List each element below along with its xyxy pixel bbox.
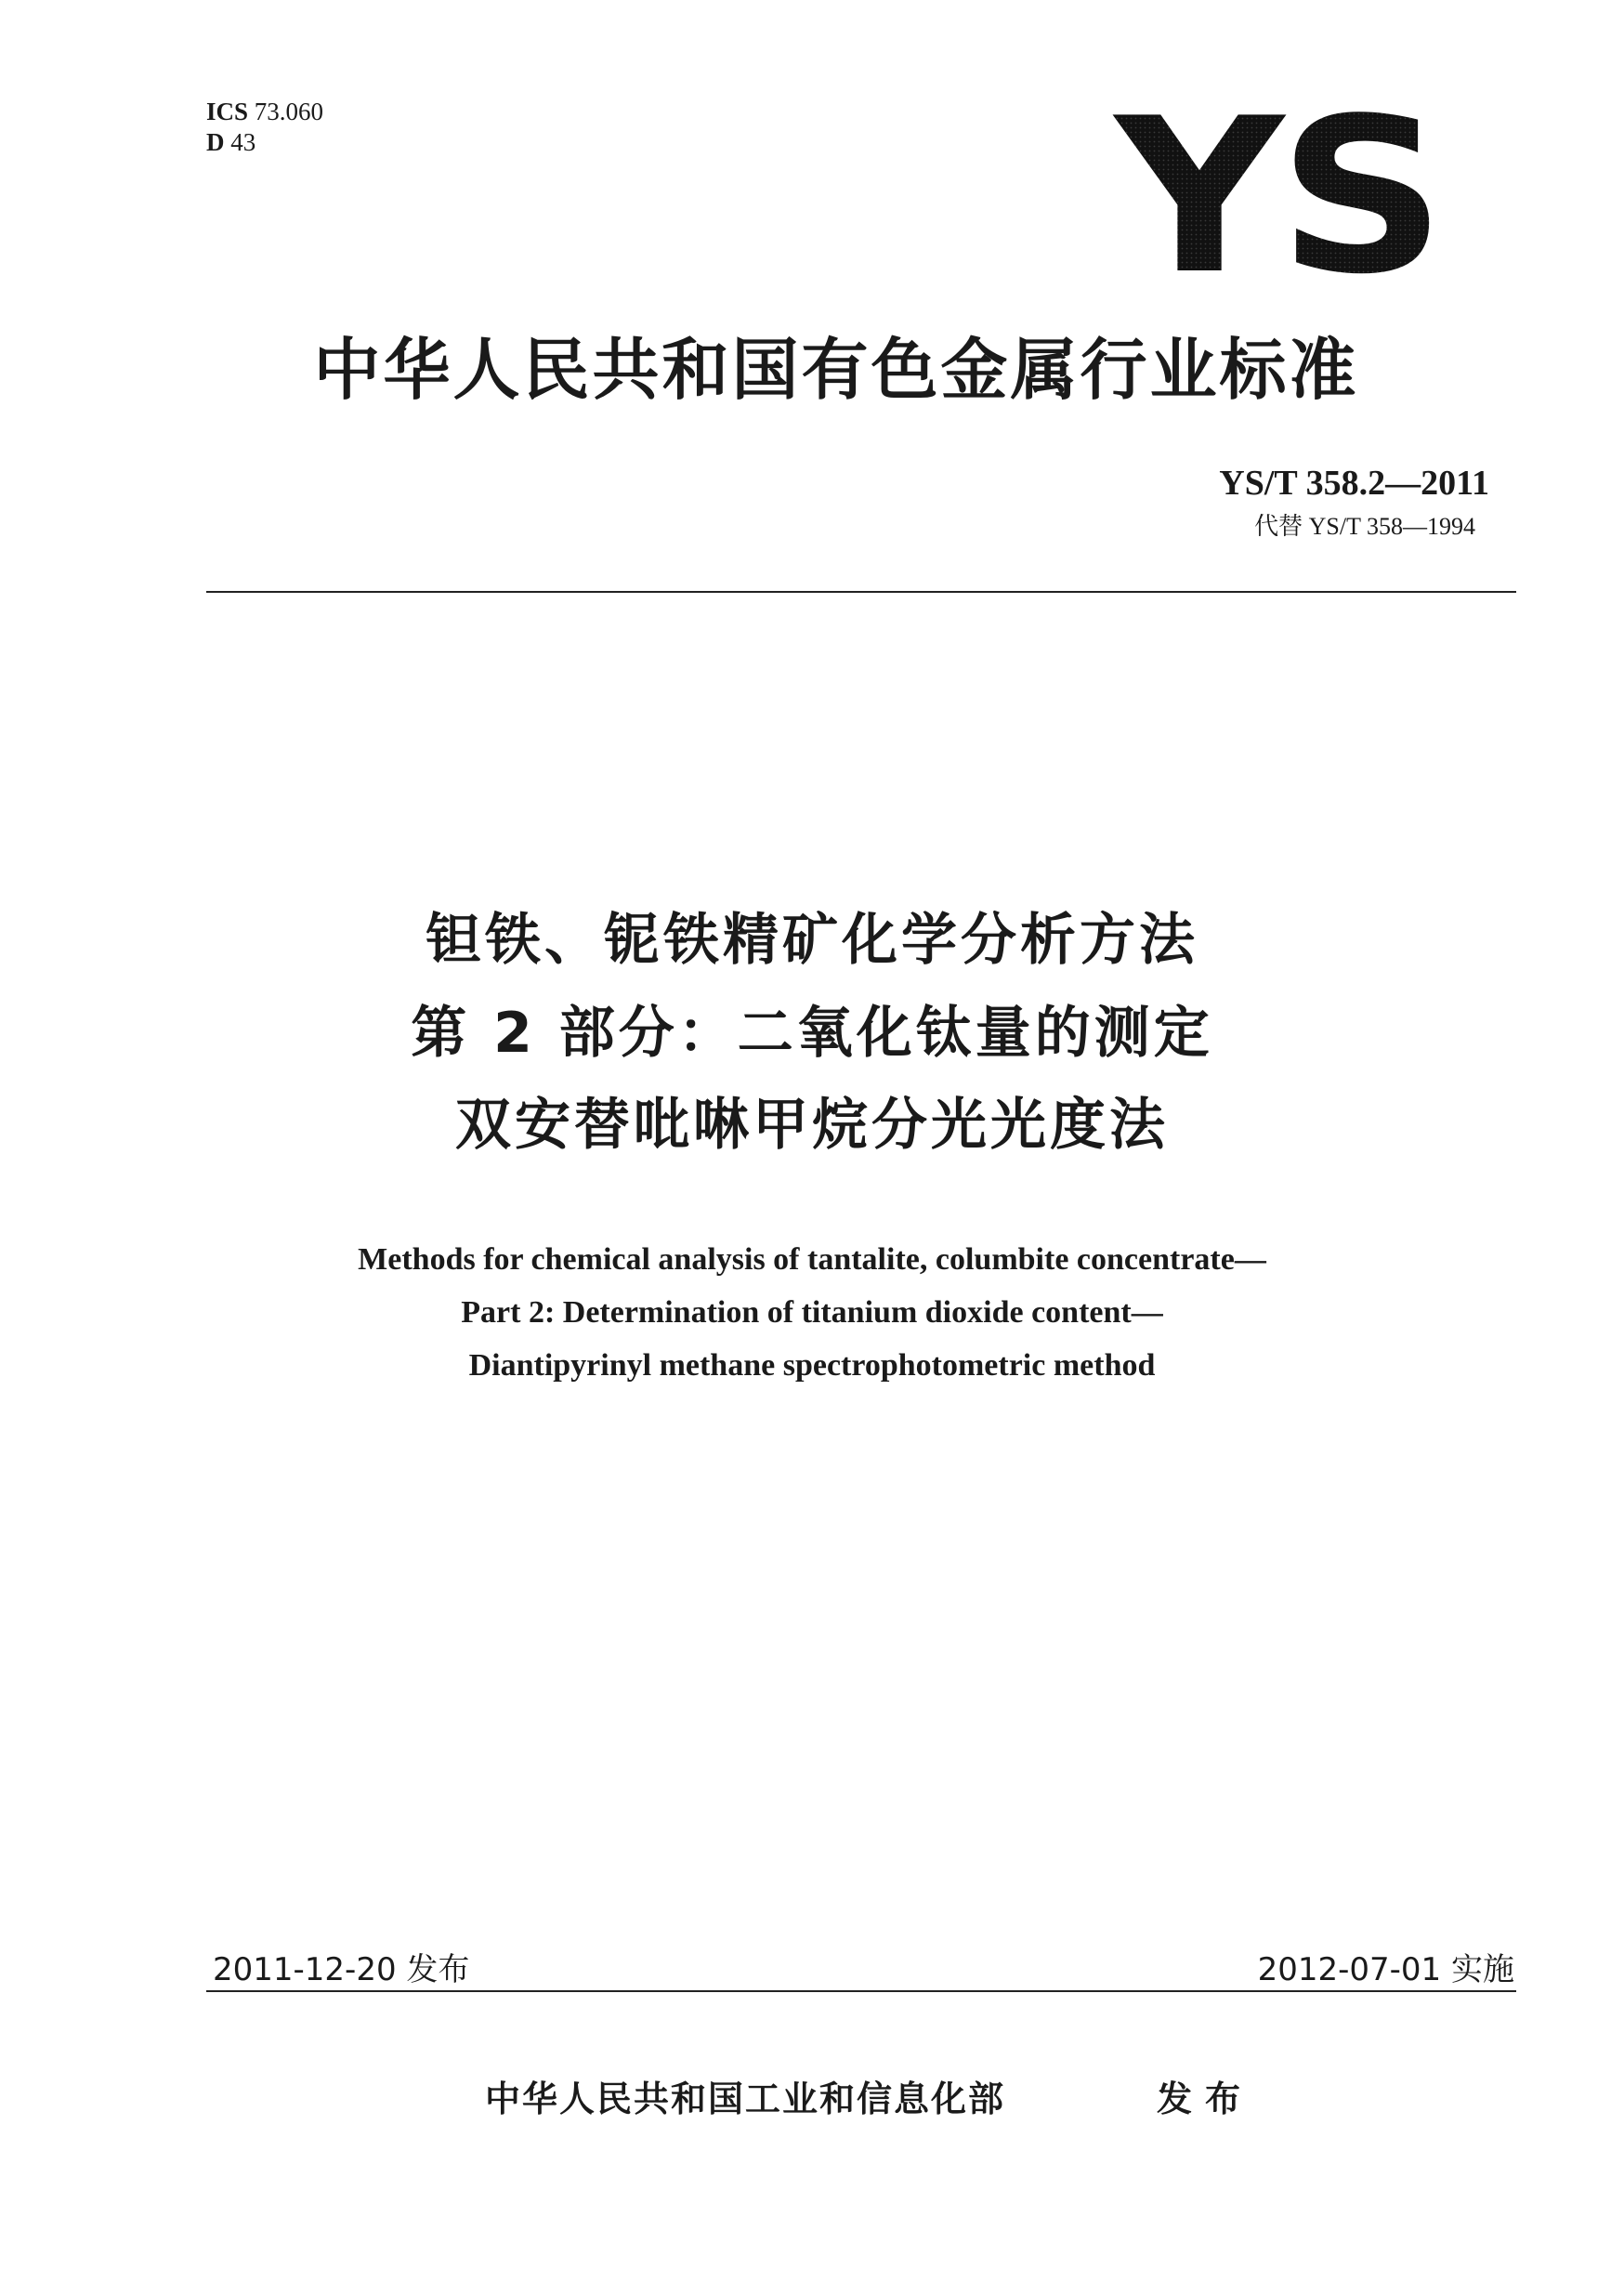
title-en-line-1: Methods for chemical analysis of tantalite, columbite concentrate— xyxy=(358,1242,1266,1277)
ics-label: ICS xyxy=(206,98,249,125)
header-divider xyxy=(206,591,1516,593)
issue-date: 2011-12-20 发布 xyxy=(213,1951,470,1988)
class-label: D xyxy=(206,128,225,156)
implementation-date: 2012-07-01 实施 xyxy=(1257,1951,1514,1988)
publisher: 中华人民共和国工业和信息化部 xyxy=(485,2079,1006,2119)
title-cn-line-2: 第 2 部分：二氧化钛量的测定 xyxy=(411,1001,1213,1066)
ics-code: 73.060 xyxy=(254,98,324,125)
class-line xyxy=(206,127,323,158)
replaces-standard: 代替 YS/T 358—1994 xyxy=(1254,513,1475,540)
standard-number: YS/T 358.2—2011 xyxy=(1219,464,1489,503)
industry-standard-title: 中华人民共和国有色金属行业标准 xyxy=(313,331,1359,409)
ys-logo-text: YS xyxy=(1111,107,1440,279)
class-code: 43 xyxy=(230,128,256,156)
publish-label: 发布 xyxy=(1157,2079,1254,2119)
title-cn-line-1: 钽铁、铌铁精矿化学分析方法 xyxy=(426,908,1198,973)
ys-logo xyxy=(1110,107,1445,279)
ics-line xyxy=(206,97,323,127)
title-en-line-3: Diantipyrinyl methane spectrophotometric method xyxy=(468,1348,1156,1383)
title-en-line-2: Part 2: Determination of titanium dioxide content— xyxy=(461,1295,1163,1330)
classification-codes xyxy=(206,97,323,158)
title-cn-line-3: 双安替吡啉甲烷分光光度法 xyxy=(455,1093,1169,1158)
footer-divider xyxy=(206,1990,1516,1992)
